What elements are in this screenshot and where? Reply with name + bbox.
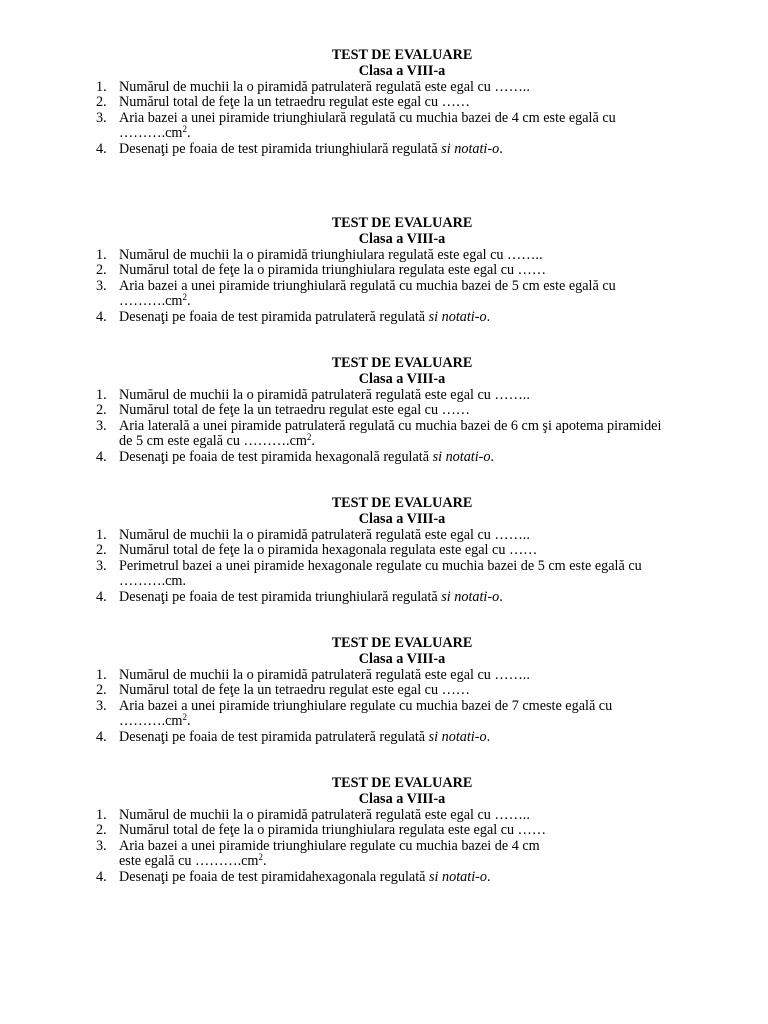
question-number: 4. bbox=[96, 140, 107, 157]
question-answer-line bbox=[119, 714, 708, 730]
question-text: Desenaţi pe foaia de test piramida patrulateră regulată bbox=[119, 728, 429, 745]
answer-blank: este egală cu ……….cm bbox=[119, 853, 259, 870]
question-number: 3. bbox=[96, 109, 107, 126]
test-class-label: Clasa a VIII-a bbox=[358, 650, 446, 667]
question-3 bbox=[0, 839, 768, 870]
question-italic-text: si notati-o bbox=[428, 728, 487, 745]
question-text: Numărul de muchii la o piramidă patrulateră regulată este egal cu …….. bbox=[119, 806, 530, 823]
question-number: 2. bbox=[96, 822, 107, 839]
question-text: Aria bazei a unei piramide triunghiulară regulată cu muchia bazei de 4 cm este egală cu bbox=[119, 109, 616, 126]
question-text: Numărul total de feţe la un tetraedru regulat este egal cu …… bbox=[119, 94, 470, 111]
question-number: 1. bbox=[96, 78, 107, 95]
answer-blank: ……….cm bbox=[119, 713, 183, 730]
question-number: 2. bbox=[96, 682, 107, 699]
question-number: 3. bbox=[96, 417, 107, 434]
unit-exponent: 2 bbox=[306, 432, 312, 443]
question-italic-text: si notati-o bbox=[432, 448, 491, 465]
question-list bbox=[0, 388, 768, 466]
question-end: . bbox=[486, 868, 491, 885]
question-italic-text: si notati-o bbox=[441, 588, 500, 605]
question-text: Numărul total de feţe la un tetraedru regulat este egal cu …… bbox=[119, 682, 470, 699]
question-2 bbox=[0, 683, 768, 699]
question-text: Desenaţi pe foaia de test piramidahexagonala regulată bbox=[119, 868, 430, 885]
answer-blank: ……….cm. bbox=[119, 573, 186, 590]
question-number: 3. bbox=[96, 837, 107, 854]
question-3 bbox=[0, 419, 768, 450]
question-3 bbox=[0, 279, 768, 310]
question-italic-text: si notati-o bbox=[441, 140, 500, 157]
test-title: TEST DE EVALUARE bbox=[331, 215, 473, 231]
question-3 bbox=[0, 699, 768, 730]
question-4 bbox=[0, 870, 768, 886]
question-number: 1. bbox=[96, 246, 107, 263]
question-end: . bbox=[499, 140, 503, 157]
answer-end: . bbox=[186, 125, 191, 142]
question-text: Numărul de muchii la o piramidă patrulateră regulată este egal cu …….. bbox=[119, 526, 530, 543]
question-3 bbox=[0, 559, 768, 590]
question-text: Desenaţi pe foaia de test piramida triunghiulară regulată bbox=[119, 140, 442, 157]
unit-exponent: 2 bbox=[258, 852, 263, 863]
question-number: 4. bbox=[96, 308, 107, 325]
question-text: Desenaţi pe foaia de test piramida patrulateră regulată bbox=[119, 308, 429, 325]
question-list bbox=[0, 808, 768, 886]
question-list bbox=[0, 528, 768, 606]
question-1 bbox=[0, 528, 768, 544]
question-answer-line bbox=[119, 126, 708, 142]
answer-end: . bbox=[262, 853, 267, 870]
question-1 bbox=[0, 80, 768, 96]
question-number: 2. bbox=[96, 542, 107, 559]
question-text: Numărul de muchii la o piramidă patrulateră regulată este egal cu …….. bbox=[119, 78, 530, 95]
question-4 bbox=[0, 310, 768, 326]
test-title: TEST DE EVALUARE bbox=[331, 775, 473, 791]
question-text: Numărul total de feţe la un tetraedru regulat este egal cu …… bbox=[119, 402, 470, 419]
question-text: Numărul total de feţe la o piramida hexagonala regulata este egal cu …… bbox=[119, 542, 538, 559]
question-number: 1. bbox=[96, 386, 107, 403]
question-number: 4. bbox=[96, 728, 107, 745]
question-number: 4. bbox=[96, 588, 107, 605]
question-2 bbox=[0, 263, 768, 279]
test-block-3 bbox=[0, 356, 768, 465]
question-4 bbox=[0, 142, 768, 158]
answer-end: . bbox=[311, 433, 315, 450]
question-number: 3. bbox=[96, 277, 107, 294]
question-1 bbox=[0, 668, 768, 684]
question-number: 4. bbox=[96, 448, 107, 465]
test-title: TEST DE EVALUARE bbox=[331, 495, 473, 511]
question-answer-line bbox=[119, 574, 708, 590]
test-class-label: Clasa a VIII-a bbox=[358, 370, 446, 387]
question-italic-text: si notati-o bbox=[428, 308, 487, 325]
question-3 bbox=[0, 111, 768, 142]
question-list bbox=[0, 80, 768, 158]
question-number: 2. bbox=[96, 94, 107, 111]
question-text: Aria bazei a unei piramide triunghiulare regulate cu muchia bazei de 7 cmeste egală cu bbox=[119, 697, 613, 714]
question-text: Numărul de muchii la o piramidă triunghiulara regulată este egal cu …….. bbox=[119, 246, 543, 263]
question-text: Numărul de muchii la o piramidă patrulateră regulată este egal cu …….. bbox=[119, 386, 530, 403]
question-end: . bbox=[486, 728, 491, 745]
question-number: 1. bbox=[96, 806, 107, 823]
question-answer-line bbox=[119, 434, 708, 450]
question-text: Aria laterală a unei piramide patrulateră regulată cu muchia bazei de 6 cm şi apotema piramidei bbox=[119, 417, 662, 434]
question-1 bbox=[0, 248, 768, 264]
question-number: 3. bbox=[96, 557, 107, 574]
question-1 bbox=[0, 808, 768, 824]
unit-exponent: 2 bbox=[182, 712, 187, 723]
answer-end: . bbox=[186, 293, 191, 310]
question-number: 4. bbox=[96, 868, 107, 885]
question-4 bbox=[0, 450, 768, 466]
answer-blank: ……….cm bbox=[119, 293, 183, 310]
question-text: Perimetrul bazei a unei piramide hexagonale regulate cu muchia bazei de 5 cm este egală cu bbox=[119, 557, 642, 574]
question-text: Desenaţi pe foaia de test piramida triunghiulară regulată bbox=[119, 588, 442, 605]
test-block-6 bbox=[0, 776, 768, 885]
test-class-label: Clasa a VIII-a bbox=[358, 62, 446, 79]
unit-exponent: 2 bbox=[182, 292, 187, 303]
question-2 bbox=[0, 95, 768, 111]
question-list bbox=[0, 248, 768, 326]
test-title: TEST DE EVALUARE bbox=[331, 635, 473, 651]
question-end: . bbox=[486, 308, 491, 325]
test-block-1 bbox=[0, 48, 768, 157]
test-block-2 bbox=[0, 216, 768, 325]
question-number: 1. bbox=[96, 666, 107, 683]
unit-exponent: 2 bbox=[182, 124, 187, 135]
question-2 bbox=[0, 823, 768, 839]
question-text: Numărul de muchii la o piramidă patrulateră regulată este egal cu …….. bbox=[119, 666, 530, 683]
question-text: Desenaţi pe foaia de test piramida hexagonală regulată bbox=[119, 448, 433, 465]
test-block-4 bbox=[0, 496, 768, 605]
question-2 bbox=[0, 543, 768, 559]
question-text: Aria bazei a unei piramide triunghiulare regulate cu muchia bazei de 4 cm bbox=[119, 837, 540, 854]
test-class-label: Clasa a VIII-a bbox=[358, 790, 446, 807]
question-list bbox=[0, 668, 768, 746]
question-answer-line bbox=[119, 294, 708, 310]
question-1 bbox=[0, 388, 768, 404]
answer-blank: de 5 cm este egală cu ……….cm bbox=[119, 433, 307, 450]
test-block-5 bbox=[0, 636, 768, 745]
question-end: . bbox=[490, 448, 495, 465]
test-title: TEST DE EVALUARE bbox=[331, 355, 473, 371]
test-title: TEST DE EVALUARE bbox=[331, 47, 473, 63]
question-text: Numărul total de feţe la o piramida triunghiulara regulata este egal cu …… bbox=[119, 822, 547, 839]
question-end: . bbox=[499, 588, 503, 605]
question-italic-text: si notati-o bbox=[429, 868, 487, 885]
question-number: 1. bbox=[96, 526, 107, 543]
question-text: Aria bazei a unei piramide triunghiulară regulată cu muchia bazei de 5 cm este egală cu bbox=[119, 277, 616, 294]
answer-end: . bbox=[186, 713, 191, 730]
question-number: 2. bbox=[96, 262, 107, 279]
question-4 bbox=[0, 730, 768, 746]
question-number: 2. bbox=[96, 402, 107, 419]
question-2 bbox=[0, 403, 768, 419]
question-answer-line bbox=[119, 854, 708, 870]
question-text: Numărul total de feţe la o piramida triunghiulara regulata este egal cu …… bbox=[119, 262, 547, 279]
answer-blank: ……….cm bbox=[119, 125, 183, 142]
test-class-label: Clasa a VIII-a bbox=[358, 510, 446, 527]
question-4 bbox=[0, 590, 768, 606]
test-class-label: Clasa a VIII-a bbox=[358, 230, 446, 247]
question-number: 3. bbox=[96, 697, 107, 714]
